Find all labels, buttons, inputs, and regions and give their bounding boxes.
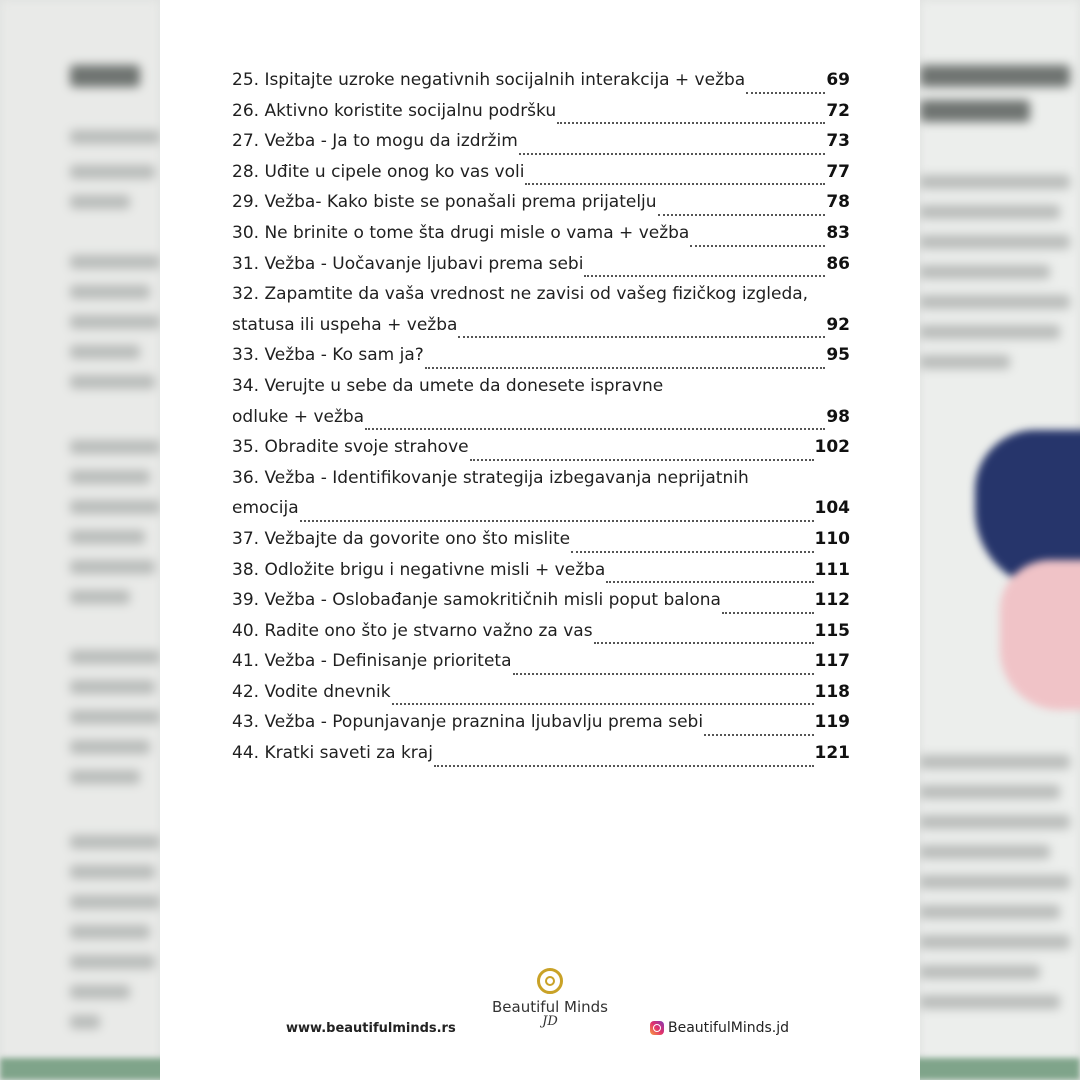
toc-page-number: 98 bbox=[826, 406, 850, 427]
toc-entry[interactable] bbox=[232, 254, 850, 285]
toc-page-number: 95 bbox=[826, 345, 850, 366]
toc-entry[interactable] bbox=[232, 407, 850, 438]
toc-entry-title: emocija bbox=[232, 498, 299, 519]
toc-entry-title: 40. Radite ono što je stvarno važno za vas bbox=[232, 620, 593, 641]
toc-entry-title: 37. Vežbajte da govorite ono što mislite bbox=[232, 528, 571, 549]
toc-page-number: 110 bbox=[814, 528, 850, 549]
toc-entry[interactable] bbox=[232, 162, 850, 193]
toc-entry-title: statusa ili uspeha + vežba bbox=[232, 314, 458, 335]
toc-entry[interactable] bbox=[232, 621, 850, 652]
toc-entry-title: 36. Vežba - Identifikovanje strategija izbegavanja neprijatnih bbox=[232, 467, 749, 488]
toc-page-number: 119 bbox=[814, 712, 850, 733]
instagram-handle[interactable] bbox=[650, 1020, 789, 1036]
logo-name: Beautiful Minds bbox=[492, 998, 608, 1016]
toc-dot-leader bbox=[525, 183, 825, 185]
toc-page-number: 78 bbox=[826, 192, 850, 213]
toc-dot-leader bbox=[470, 459, 814, 461]
toc-entry[interactable] bbox=[232, 712, 850, 743]
toc-entry-title: 33. Vežba - Ko sam ja? bbox=[232, 345, 424, 366]
toc-entry[interactable] bbox=[232, 70, 850, 101]
toc-entry-title: 39. Vežba - Oslobađanje samokritičnih misli poput balona bbox=[232, 590, 721, 611]
toc-page-number: 86 bbox=[826, 253, 850, 274]
toc-entry[interactable] bbox=[232, 376, 850, 407]
toc-entry[interactable] bbox=[232, 682, 850, 713]
toc-dot-leader bbox=[690, 245, 825, 247]
toc-entry[interactable] bbox=[232, 651, 850, 682]
toc-entry-title: 30. Ne brinite o tome šta drugi misle o vama + vežba bbox=[232, 222, 690, 243]
toc-entry-title: odluke + vežba bbox=[232, 406, 365, 427]
toc-dot-leader bbox=[571, 551, 813, 553]
toc-entry-title: 38. Odložite brigu i negativne misli + vežba bbox=[232, 559, 606, 580]
blurred-left-page bbox=[0, 0, 160, 1080]
toc-dot-leader bbox=[513, 673, 814, 675]
toc-entry-title: 42. Vodite dnevnik bbox=[232, 681, 391, 702]
toc-entry-title: 26. Aktivno koristite socijalnu podršku bbox=[232, 100, 557, 121]
beautiful-minds-logo bbox=[490, 968, 610, 1029]
toc-dot-leader bbox=[746, 92, 825, 94]
toc-page-number: 102 bbox=[814, 437, 850, 458]
toc-entry[interactable] bbox=[232, 590, 850, 621]
toc-entry-title: 25. Ispitajte uzroke negativnih socijalnih interakcija + vežba bbox=[232, 70, 746, 90]
toc-page-number: 115 bbox=[814, 620, 850, 641]
toc-entry[interactable] bbox=[232, 743, 850, 774]
toc-entry[interactable] bbox=[232, 223, 850, 254]
toc-page-number: 118 bbox=[814, 681, 850, 702]
toc-entry-title: 28. Uđite u cipele onog ko vas voli bbox=[232, 161, 525, 182]
spiral-logo-icon bbox=[537, 968, 563, 994]
toc-page-number: 112 bbox=[814, 590, 850, 611]
toc-entry-title: 35. Obradite svoje strahove bbox=[232, 437, 469, 458]
toc-dot-leader bbox=[722, 612, 814, 614]
toc-page-number: 104 bbox=[814, 498, 850, 519]
logo-signature: JD bbox=[542, 1014, 558, 1029]
toc-page-number: 121 bbox=[814, 743, 850, 764]
toc-entry-title: 27. Vežba - Ja to mogu da izdržim bbox=[232, 131, 518, 152]
toc-entry[interactable] bbox=[232, 529, 850, 560]
instagram-label: BeautifulMinds.jd bbox=[668, 1020, 789, 1036]
toc-entry-title: 34. Verujte u sebe da umete da donesete ispravne bbox=[232, 375, 664, 396]
instagram-icon bbox=[650, 1021, 664, 1035]
toc-entry[interactable] bbox=[232, 101, 850, 132]
toc-page-number: 69 bbox=[826, 70, 850, 90]
toc-page-number: 83 bbox=[826, 222, 850, 243]
toc-entry-title: 41. Vežba - Definisanje prioriteta bbox=[232, 651, 512, 672]
toc-page-number: 72 bbox=[826, 100, 850, 121]
toc-dot-leader bbox=[557, 122, 825, 124]
toc-entry-title: 31. Vežba - Uočavanje ljubavi prema sebi bbox=[232, 253, 584, 274]
toc-dot-leader bbox=[425, 367, 826, 369]
toc-entry[interactable] bbox=[232, 437, 850, 468]
toc-dot-leader bbox=[606, 581, 813, 583]
toc-dot-leader bbox=[434, 765, 814, 767]
toc-entry[interactable] bbox=[232, 560, 850, 591]
table-of-contents bbox=[232, 70, 850, 774]
toc-page-number: 77 bbox=[826, 161, 850, 182]
toc-dot-leader bbox=[704, 734, 813, 736]
toc-entry[interactable] bbox=[232, 284, 850, 315]
toc-page-number: 73 bbox=[826, 131, 850, 152]
toc-entry[interactable] bbox=[232, 498, 850, 529]
toc-dot-leader bbox=[594, 642, 814, 644]
toc-page-number: 111 bbox=[814, 559, 850, 580]
website-link[interactable]: www.beautifulminds.rs bbox=[286, 1021, 456, 1036]
toc-entry-title: 29. Vežba- Kako biste se ponašali prema prijatelju bbox=[232, 192, 657, 213]
toc-entry-title: 44. Kratki saveti za kraj bbox=[232, 743, 433, 764]
toc-dot-leader bbox=[365, 428, 825, 430]
toc-entry[interactable] bbox=[232, 192, 850, 223]
toc-entry-title: 43. Vežba - Popunjavanje praznina ljubavlju prema sebi bbox=[232, 712, 704, 733]
document-page bbox=[160, 0, 920, 1080]
toc-dot-leader bbox=[584, 275, 825, 277]
toc-entry[interactable] bbox=[232, 468, 850, 499]
toc-dot-leader bbox=[658, 214, 826, 216]
toc-entry[interactable] bbox=[232, 131, 850, 162]
toc-page-number: 92 bbox=[826, 314, 850, 335]
toc-entry-title: 32. Zapamtite da vaša vrednost ne zavisi od vašeg fizičkog izgleda, bbox=[232, 284, 809, 305]
toc-dot-leader bbox=[392, 703, 814, 705]
toc-dot-leader bbox=[458, 336, 825, 338]
toc-entry[interactable] bbox=[232, 345, 850, 376]
toc-entry[interactable] bbox=[232, 315, 850, 346]
toc-page-number: 117 bbox=[814, 651, 850, 672]
toc-dot-leader bbox=[300, 520, 814, 522]
toc-dot-leader bbox=[519, 153, 826, 155]
